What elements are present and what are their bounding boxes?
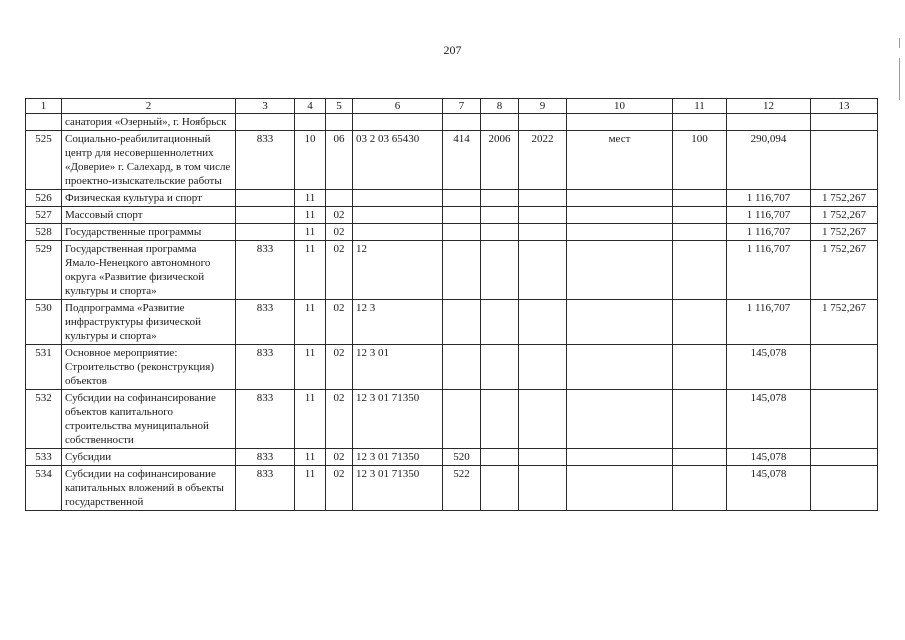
subsection-code: 02 [326,345,353,390]
expense-type-code [443,114,481,131]
amount-year-2: 1 752,267 [811,224,878,241]
grbs-code: 833 [236,241,295,300]
row-number: 526 [26,190,62,207]
capacity-value [673,114,727,131]
capacity-unit [567,449,673,466]
table-row [26,207,878,224]
amount-year-2: 1 752,267 [811,190,878,207]
capacity-value [673,345,727,390]
row-name: Массовый спорт [62,207,236,224]
section-code [295,114,326,131]
column-header: 10 [567,99,673,114]
row-name: санатория «Озерный», г. Ноябрьск [62,114,236,131]
start-year [481,449,519,466]
amount-year-2 [811,466,878,511]
section-code: 10 [295,131,326,190]
column-header: 7 [443,99,481,114]
row-name: Социально-реабилитационный центр для несовершеннолетних «Доверие» г. Салехард, в том числе проектно-изыскательские работы [62,131,236,190]
amount-year-1: 145,078 [727,449,811,466]
column-header: 2 [62,99,236,114]
table-row [26,390,878,449]
end-year [519,190,567,207]
budget-table [25,98,878,511]
target-article-code [353,190,443,207]
end-year [519,390,567,449]
amount-year-1: 290,094 [727,131,811,190]
section-code: 11 [295,466,326,511]
amount-year-1: 1 116,707 [727,300,811,345]
target-article-code: 12 3 01 71350 [353,390,443,449]
table-row [26,131,878,190]
column-header: 6 [353,99,443,114]
capacity-value: 100 [673,131,727,190]
amount-year-1: 145,078 [727,345,811,390]
end-year [519,224,567,241]
start-year [481,190,519,207]
target-article-code [353,207,443,224]
amount-year-1: 145,078 [727,390,811,449]
row-number: 533 [26,449,62,466]
header-row [26,99,878,114]
grbs-code [236,114,295,131]
target-article-code [353,224,443,241]
section-code: 11 [295,345,326,390]
amount-year-2 [811,345,878,390]
column-header: 5 [326,99,353,114]
target-article-code: 03 2 03 65430 [353,131,443,190]
table-row [26,190,878,207]
table-row [26,241,878,300]
start-year [481,345,519,390]
capacity-value [673,390,727,449]
table-row [26,449,878,466]
row-name: Государственные программы [62,224,236,241]
row-name: Физическая культура и спорт [62,190,236,207]
subsection-code: 02 [326,241,353,300]
capacity-unit [567,300,673,345]
subsection-code: 02 [326,390,353,449]
row-number: 532 [26,390,62,449]
grbs-code: 833 [236,131,295,190]
subsection-code [326,114,353,131]
end-year [519,466,567,511]
target-article-code: 12 3 01 [353,345,443,390]
capacity-unit [567,114,673,131]
row-name: Субсидии [62,449,236,466]
row-name: Субсидии на софинансирование объектов капитального строительства муниципальной собственности [62,390,236,449]
subsection-code: 02 [326,449,353,466]
table-row [26,466,878,511]
subsection-code: 02 [326,300,353,345]
subsection-code: 06 [326,131,353,190]
amount-year-1: 1 116,707 [727,224,811,241]
amount-year-2: 1 752,267 [811,300,878,345]
expense-type-code [443,390,481,449]
grbs-code: 833 [236,300,295,345]
start-year [481,241,519,300]
grbs-code: 833 [236,449,295,466]
row-number: 527 [26,207,62,224]
table-row [26,345,878,390]
amount-year-2 [811,114,878,131]
capacity-value [673,224,727,241]
column-header: 1 [26,99,62,114]
capacity-unit [567,190,673,207]
grbs-code [236,190,295,207]
capacity-unit [567,207,673,224]
target-article-code: 12 [353,241,443,300]
amount-year-1: 145,078 [727,466,811,511]
row-number: 531 [26,345,62,390]
capacity-value [673,466,727,511]
end-year [519,345,567,390]
row-name: Подпрограмма «Развитие инфраструктуры физической культуры и спорта» [62,300,236,345]
row-name: Субсидии на софинансирование капитальных вложений в объекты государственной [62,466,236,511]
subsection-code [326,190,353,207]
capacity-value [673,241,727,300]
capacity-value [673,207,727,224]
subsection-code: 02 [326,207,353,224]
start-year [481,207,519,224]
end-year [519,449,567,466]
end-year [519,114,567,131]
margin-mark [899,58,900,100]
capacity-unit: мест [567,131,673,190]
start-year [481,390,519,449]
section-code: 11 [295,207,326,224]
target-article-code: 12 3 01 71350 [353,449,443,466]
section-code: 11 [295,224,326,241]
end-year [519,300,567,345]
end-year [519,241,567,300]
amount-year-2: 1 752,267 [811,207,878,224]
expense-type-code: 414 [443,131,481,190]
section-code: 11 [295,190,326,207]
column-header: 13 [811,99,878,114]
capacity-unit [567,466,673,511]
column-header: 9 [519,99,567,114]
amount-year-2 [811,449,878,466]
start-year [481,466,519,511]
amount-year-2 [811,390,878,449]
expense-type-code [443,345,481,390]
expense-type-code [443,207,481,224]
page-number: 207 [443,43,462,57]
expense-type-code [443,300,481,345]
row-number [26,114,62,131]
amount-year-2: 1 752,267 [811,241,878,300]
grbs-code [236,224,295,241]
amount-year-1: 1 116,707 [727,241,811,300]
section-code: 11 [295,300,326,345]
capacity-unit [567,390,673,449]
amount-year-1: 1 116,707 [727,207,811,224]
start-year [481,224,519,241]
end-year: 2022 [519,131,567,190]
section-code: 11 [295,390,326,449]
section-code: 11 [295,449,326,466]
column-header: 11 [673,99,727,114]
start-year: 2006 [481,131,519,190]
grbs-code: 833 [236,345,295,390]
expense-type-code: 522 [443,466,481,511]
column-header: 8 [481,99,519,114]
amount-year-2 [811,131,878,190]
row-number: 534 [26,466,62,511]
row-name: Государственная программа Ямало-Ненецкого автономного округа «Развитие физической культуры и спорта» [62,241,236,300]
end-year [519,207,567,224]
expense-type-code [443,190,481,207]
section-code: 11 [295,241,326,300]
expense-type-code: 520 [443,449,481,466]
grbs-code: 833 [236,466,295,511]
amount-year-1 [727,114,811,131]
margin-mark [899,38,900,48]
capacity-unit [567,241,673,300]
target-article-code: 12 3 [353,300,443,345]
capacity-value [673,449,727,466]
table-row [26,114,878,131]
amount-year-1: 1 116,707 [727,190,811,207]
capacity-unit [567,224,673,241]
table-row [26,224,878,241]
target-article-code [353,114,443,131]
expense-type-code [443,241,481,300]
row-number: 530 [26,300,62,345]
expense-type-code [443,224,481,241]
row-number: 525 [26,131,62,190]
column-header: 3 [236,99,295,114]
start-year [481,300,519,345]
row-number: 529 [26,241,62,300]
table-row [26,300,878,345]
subsection-code: 02 [326,224,353,241]
capacity-unit [567,345,673,390]
subsection-code: 02 [326,466,353,511]
target-article-code: 12 3 01 71350 [353,466,443,511]
column-header: 4 [295,99,326,114]
row-name: Основное мероприятие: Строительство (реконструкция) объектов [62,345,236,390]
column-header: 12 [727,99,811,114]
capacity-value [673,190,727,207]
capacity-value [673,300,727,345]
start-year [481,114,519,131]
row-number: 528 [26,224,62,241]
grbs-code [236,207,295,224]
grbs-code: 833 [236,390,295,449]
